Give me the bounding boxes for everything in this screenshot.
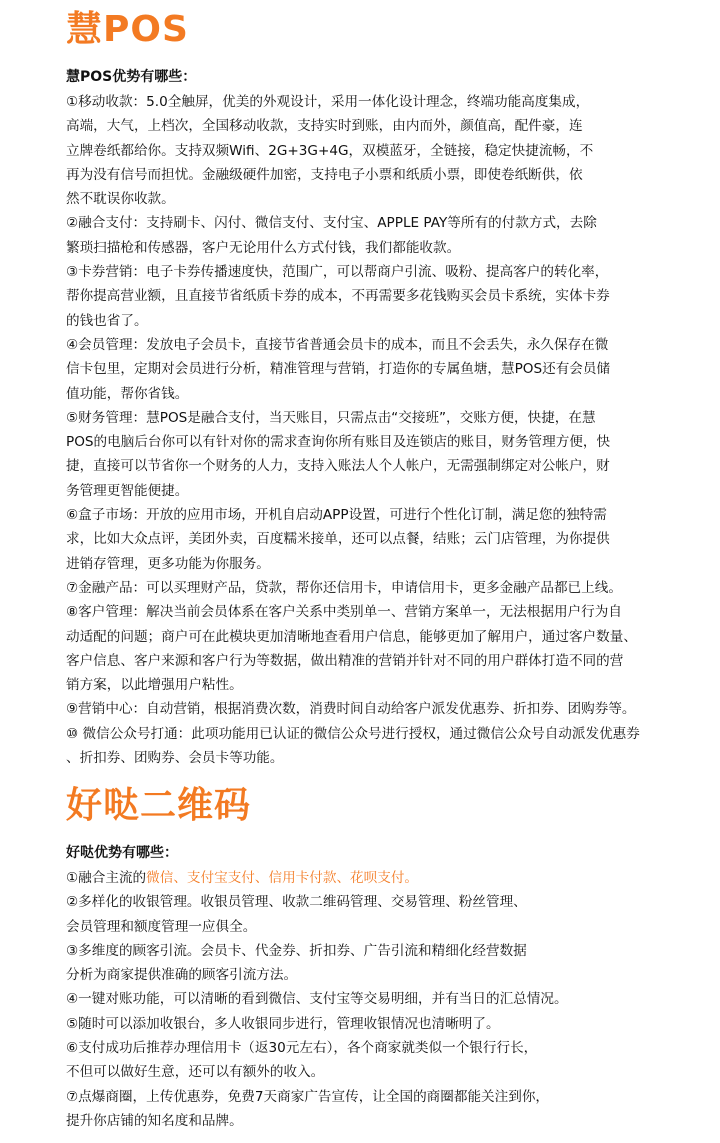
body-line: 立牌卷纸都给你。支持双频Wifi、2G+3G+4G，双模蓝牙，全链接，稳定快捷流畅，不 (66, 142, 594, 159)
section-haoda-qrcode (66, 784, 708, 1129)
body-line: 帮你提高营业额，且直接节省纸质卡券的成本，不再需要多花钱购买会员卡系统，实体卡券 (66, 288, 610, 305)
section-title: 好哒二维码 (66, 785, 252, 826)
line-prefix: ①融合主流的 (66, 870, 147, 886)
body-line: ⑦金融产品：可以买理财产品，贷款，帮你还信用卡，申请信用卡，更多金融产品都已上线。 (66, 579, 622, 596)
section-body (66, 866, 708, 1133)
body-line: 提升你店铺的知名度和品牌。 (66, 1112, 243, 1129)
body-line: ⑤随时可以添加收银台，多人收银同步进行，管理收银情况也清晰明了。 (66, 1015, 500, 1032)
highlighted-text: 微信、支付宝支付、信用卡付款、花呗支付。 (146, 870, 419, 886)
body-line: 进销存管理，更多功能为你服务。 (66, 555, 270, 572)
body-line: 客户信息、客户来源和客户行为等数据，做出精准的营销并针对不同的用户群体打造不同的营 (66, 652, 624, 669)
section-body (66, 90, 708, 770)
body-line: 销方案，以此增强用户粘性。 (66, 677, 243, 694)
body-line: 动适配的问题；商户可在此模块更加清晰地查看用户信息，能够更加了解用户，通过客户数量、 (66, 628, 637, 645)
body-line: 捷，直接可以节省你一个财务的人力，支持入账法人个人帐户，无需强制绑定对公帐户，财 (66, 458, 610, 475)
body-line (66, 866, 708, 890)
body-line: 信卡包里，定期对会员进行分析，精准管理与营销，打造你的专属鱼塘，慧POS还有会员储 (66, 361, 611, 378)
body-line: ②多样化的收银管理。收银员管理、收款二维码管理、交易管理、粉丝管理、 (66, 894, 527, 911)
body-line: ①移动收款：5.0全触屏，优美的外观设计，采用一体化设计理念，终端功能高度集成， (66, 94, 590, 110)
body-line: ⑨营销中心：自动营销，根据消费次数，消费时间自动给客户派发优惠券、折扣券、团购券等。 (66, 701, 636, 718)
body-line: ②融合支付：支持刷卡、闪付、微信支付、支付宝、APPLE PAY等所有的付款方式，去除 (66, 215, 597, 232)
body-line: ⑦点爆商圈，上传优惠券，免费7天商家广告宣传，让全国的商圈都能关注到你， (66, 1088, 550, 1105)
body-line: 再为没有信号而担忧。金融级硬件加密，支持电子小票和纸质小票，即使卷纸断供，依 (66, 166, 583, 183)
body-line: 不但可以做好生意，还可以有额外的收入。 (66, 1064, 325, 1081)
body-line: 的钱也省了。 (66, 312, 148, 329)
body-line: 分析为商家提供准确的顾客引流方法。 (66, 967, 298, 984)
section-subheading: 好哒优势有哪些： (66, 845, 178, 861)
body-line: ⑥盒子市场：开放的应用市场，开机自启动APP设置，可进行个性化订制，满足您的独特需 (66, 507, 607, 524)
body-line: ⑩ 微信公众号打通：此项功能用已认证的微信公众号进行授权，通过微信公众号自动派发优惠券 (66, 725, 640, 742)
body-line: ④一键对账功能，可以清晰的看到微信、支付宝等交易明细，并有当日的汇总情况。 (66, 991, 568, 1008)
body-line: 繁琐扫描枪和传感器，客户无论用什么方式付钱，我们都能收款。 (66, 239, 461, 256)
section-hui-pos (66, 8, 708, 767)
section-subheading: 慧POS优势有哪些： (66, 69, 197, 85)
body-line: 务管理更智能便捷。 (66, 482, 189, 499)
body-line: ⑥支付成功后推荐办理信用卡（返30元左右），各个商家就类似一个银行行长， (66, 1040, 538, 1057)
body-line: POS的电脑后台你可以有针对你的需求查询你所有账目及连锁店的账目，财务管理方便，快 (66, 434, 611, 451)
body-line: ⑤财务管理：慧POS是融合支付，当天账目，只需点击“交接班”，交账方便，快捷，在慧 (66, 409, 596, 426)
body-line: ③卡券营销：电子卡券传播速度快，范围广，可以帮商户引流、吸粉、提高客户的转化率， (66, 264, 609, 281)
body-line: 、折扣券、团购券、会员卡等功能。 (66, 750, 284, 767)
body-line: ⑧客户管理：解决当前会员体系在客户关系中类别单一、营销方案单一，无法根据用户行为自 (66, 604, 622, 621)
body-line: 高端，大气，上档次，全国移动收款，支持实时到账，由内而外，颜值高，配件豪，连 (66, 118, 583, 135)
body-line: 求，比如大众点评，美团外卖，百度糯米接单，还可以点餐，结账；云门店管理，为你提供 (66, 531, 610, 548)
body-line: 然不耽误你收款。 (66, 191, 175, 208)
body-line: ③多维度的顾客引流。会员卡、代金券、折扣券、广告引流和精细化经营数据 (66, 942, 527, 959)
body-line: 会员管理和额度管理一应俱全。 (66, 918, 257, 935)
section-title: 慧POS (66, 9, 189, 50)
body-line: ④会员管理：发放电子会员卡，直接节省普通会员卡的成本，而且不会丢失，永久保存在微 (66, 336, 609, 353)
body-line: 值功能，帮你省钱。 (66, 385, 189, 402)
